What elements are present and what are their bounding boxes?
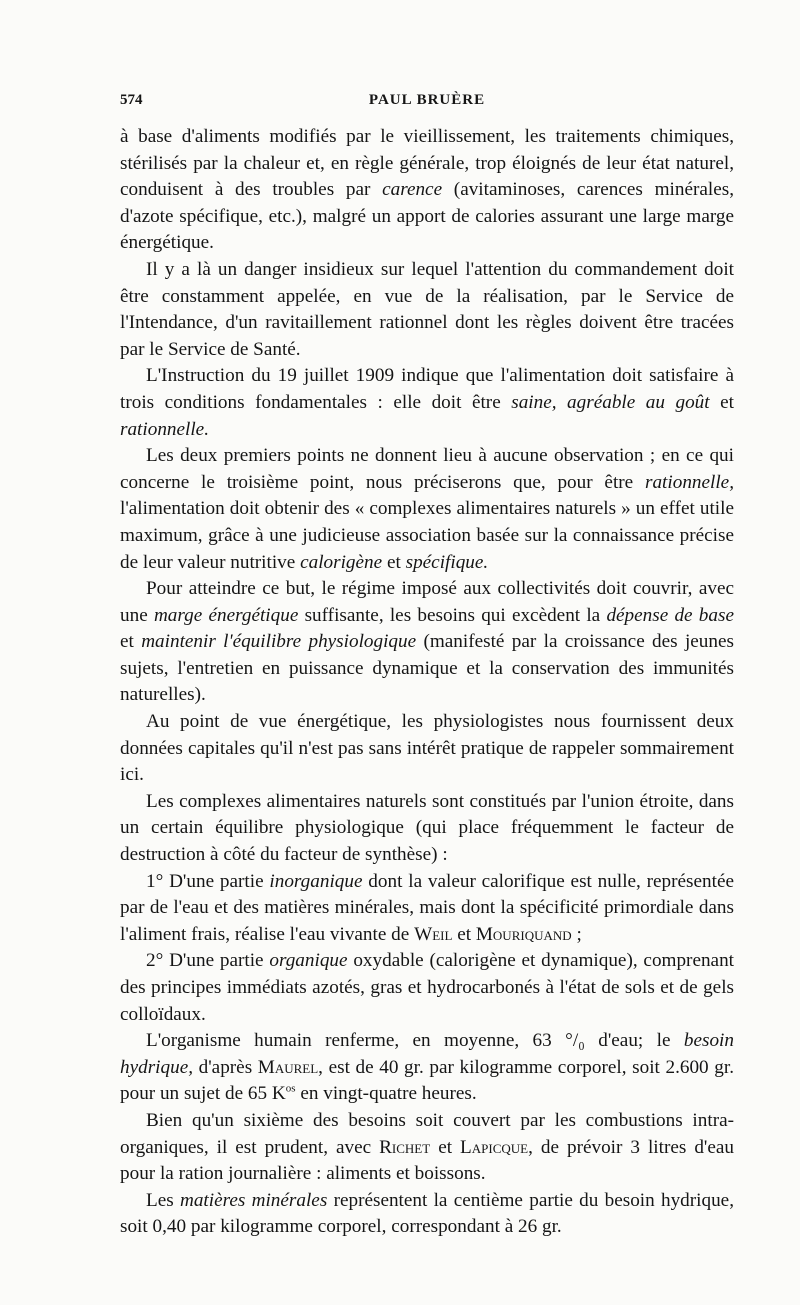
- text-span: (avitaminoses, carences minérales, d'azote spécifique, etc.), malgré un apport de calories assurant une large marge énergétique.: [120, 179, 734, 254]
- text-span: et: [709, 391, 734, 413]
- text-span: et: [382, 551, 406, 573]
- italic-span: marge énergétique: [153, 604, 299, 626]
- paragraph-2: [120, 257, 734, 363]
- text-span: Il y a là un danger insidieux sur lequel l'attention du commandement doit être constamment appelée, en vue de la réalisation, par le Service de l'Intendance, d'un ravitaillement rationnel dont les règles doivent être tracées par le Service de Santé.: [120, 258, 734, 360]
- text-span: représentent la centième partie du besoin hydrique, soit 0,40 par kilogramme corporel, correspondant à 26 gr.: [120, 1189, 734, 1238]
- running-head: PAUL BRUÈRE: [368, 92, 486, 108]
- paragraph-10: [120, 1028, 734, 1108]
- text-span: et: [430, 1136, 461, 1158]
- italic-span: dépense de base: [606, 604, 734, 626]
- text-span: Bien qu'un sixième des besoins soit couvert par les combustions intra-organiques, il est prudent, avec: [120, 1109, 734, 1158]
- paragraph-7: [120, 789, 734, 869]
- italic-span: besoin hydrique,: [120, 1030, 734, 1078]
- italic-span: spécifique.: [405, 551, 489, 573]
- text-span: oxydable (calorigène et dynamique), comprenant des principes immédiats azotés, gras et hydrocarbonés à l'état de sols et de gels colloïdaux.: [120, 950, 734, 1025]
- text-span: et: [120, 631, 142, 653]
- text-span: 1° D'une partie: [146, 870, 270, 892]
- text-span: suffisante, les besoins qui excèdent la: [298, 604, 607, 626]
- italic-span: rationnelle.: [120, 418, 209, 440]
- italic-span: rationnelle,: [645, 471, 734, 493]
- author-name: Weil: [414, 923, 453, 945]
- paragraph-3: [120, 363, 734, 443]
- text-span: Les: [146, 1189, 180, 1211]
- body-text: [120, 124, 734, 1241]
- text-span: d'après: [193, 1056, 258, 1078]
- paragraph-1: [120, 124, 734, 257]
- paragraph-9: [120, 948, 734, 1028]
- superscript: os: [285, 1082, 296, 1095]
- author-name: Lapicque: [460, 1136, 529, 1158]
- text-span: l'alimentation doit obtenir des « complexes alimentaires naturels » un effet utile maximum, grâce à une judicieuse association basée sur la connaissance précise de leur valeur nutritive: [120, 498, 734, 573]
- paragraph-4: [120, 443, 734, 576]
- italic-span: calorigène: [300, 551, 383, 573]
- text-span: Au point de vue énergétique, les physiologistes nous fournissent deux données capitales qu'il n'est pas sans intérêt pratique de rappeler sommairement ici.: [120, 711, 734, 786]
- text-span: L'Instruction du 19 juillet 1909 indique que l'alimentation doit satisfaire à trois conditions fondamentales : elle doit être: [120, 365, 734, 413]
- text-span: dont la valeur calorifique est nulle, représentée par de l'eau et des matières minérales, mais dont la spécificité primordiale dans l'aliment frais, réalise l'eau vivante de: [120, 870, 735, 945]
- paragraph-12: [120, 1188, 734, 1241]
- paragraph-8: [120, 869, 734, 949]
- italic-span: saine, agréable au goût: [511, 391, 710, 413]
- paragraph-5: [120, 576, 734, 709]
- paragraph-6: [120, 709, 734, 789]
- italic-span: inorganique: [269, 870, 363, 892]
- text-span: L'organisme humain renferme, en moyenne, 63 °/₀ d'eau; le: [146, 1030, 684, 1052]
- page-number: 574: [120, 92, 143, 108]
- italic-span: matières minérales: [179, 1189, 328, 1211]
- paragraph-11: [120, 1108, 734, 1188]
- author-name: Maurel: [257, 1056, 319, 1078]
- text-span: Pour atteindre ce but, le régime imposé aux collectivités doit couvrir, avec une: [120, 578, 734, 626]
- text-span: , de prévoir 3 litres d'eau pour la ration journalière : aliments et boissons.: [120, 1136, 734, 1185]
- page-header: [120, 92, 734, 112]
- text-span: et: [452, 923, 476, 945]
- text-span: en vingt-quatre heures.: [295, 1083, 477, 1105]
- italic-span: organique: [269, 950, 348, 972]
- author-name: Richet: [379, 1136, 431, 1158]
- text-span: 2° D'une partie: [146, 950, 270, 972]
- text-span: (manifesté par la croissance des jeunes sujets, l'entretien en puissance dynamique et la conservation des immunités naturelles).: [120, 631, 734, 706]
- author-name: Mouriquand: [475, 923, 572, 945]
- italic-span: maintenir l'équilibre physiologique: [141, 631, 417, 653]
- text-span: , est de 40 gr. par kilogramme corporel, soit 2.600 gr. pour un sujet de 65 K: [120, 1056, 734, 1105]
- italic-span: carence: [382, 179, 443, 201]
- text-span: Les complexes alimentaires naturels sont constitués par l'union étroite, dans un certain équilibre physiologique (qui place fréquemment le facteur de destruction à côté du facteur de synthèse) :: [120, 790, 734, 866]
- text-span: Les deux premiers points ne donnent lieu à aucune observation ; en ce qui concerne le troisième point, nous préciserons que, pour être: [120, 445, 734, 493]
- text-span: à base d'aliments modifiés par le vieillissement, les traitements chimiques, stérilisés par la chaleur et, en règle générale, trop éloignés de leur état naturel, conduisent à des troubles par: [120, 126, 734, 201]
- text-span: ;: [571, 923, 582, 945]
